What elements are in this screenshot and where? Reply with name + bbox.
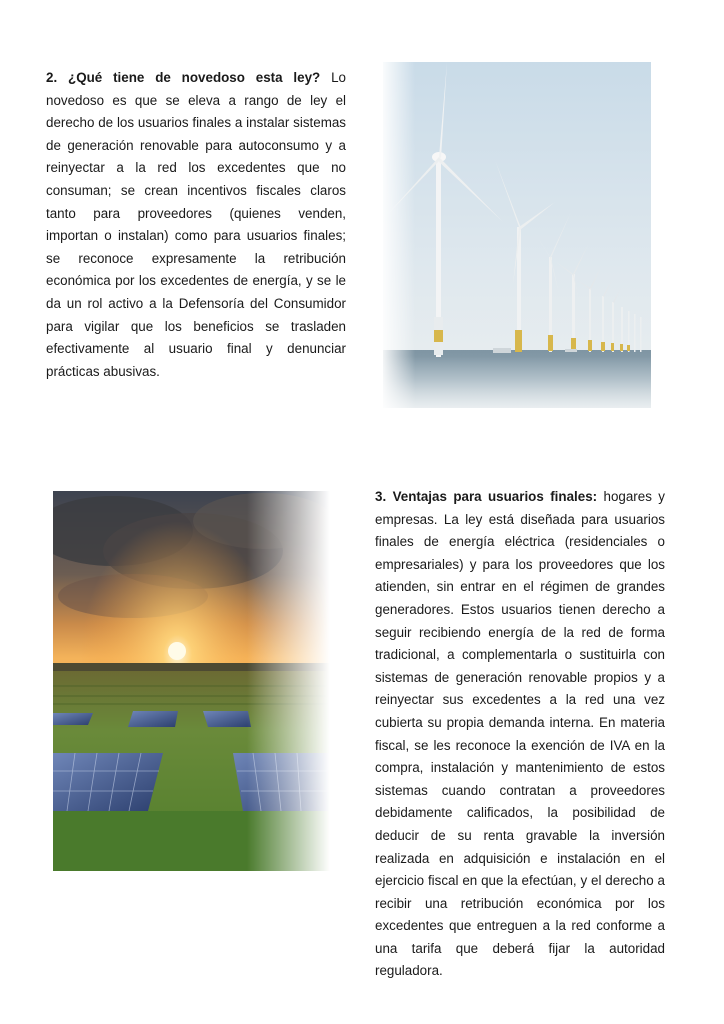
section-2-body: Lo novedoso es que se eleva a rango de ley el derecho de los usuarios finales a instalar sistemas de generación renovable para autoconsumo y a reinyectar a la red los excedentes que no consuman; se crean incentivos fiscales claros tanto para proveedores (quienes venden, importan o instalan) como para usuarios finales; se reconoce expresamente la retribución económica por los excedentes de energía, y se le da un rol activo a la Defensoría del Consumidor para vigilar que los beneficios se trasladen efectivamente al usuario final y denunciar prácticas abusivas.: [46, 70, 346, 379]
section-3-paragraph: [375, 486, 665, 983]
section-2-heading: 2. ¿Qué tiene de novedoso esta ley?: [46, 70, 321, 85]
section-3-heading: 3. Ventajas para usuarios finales:: [375, 489, 598, 504]
solar-panels-sunset-photo: [53, 491, 330, 871]
offshore-wind-turbines-photo: [383, 62, 651, 408]
section-2-paragraph: [46, 67, 346, 383]
section-3-body: hogares y empresas. La ley está diseñada para usuarios finales de energía eléctrica (residenciales o empresariales) y para los proveedores que los atienden, sin entrar en el régimen de grandes generadores. Estos usuarios tienen derecho a seguir recibiendo energía de la red de forma tradicional, a complementarla o sustituirla con sistemas de generación renovable propios y a reinyectar sus excedentes a la red una vez cubierta su propia demanda interna. En materia fiscal, se les reconoce la exención de IVA en la compra, instalación y mantenimiento de estos sistemas cuando contratan a proveedores debidamente calificados, la posibilidad de deducir de su renta gravable la inversión realizada en adquisición e instalación en el ejercicio fiscal en que la efectúan, y el derecho a recibir una retribución económica por los excedentes que entreguen a la red conforme a una tarifa que deberá fijar la autoridad reguladora.: [375, 489, 666, 979]
